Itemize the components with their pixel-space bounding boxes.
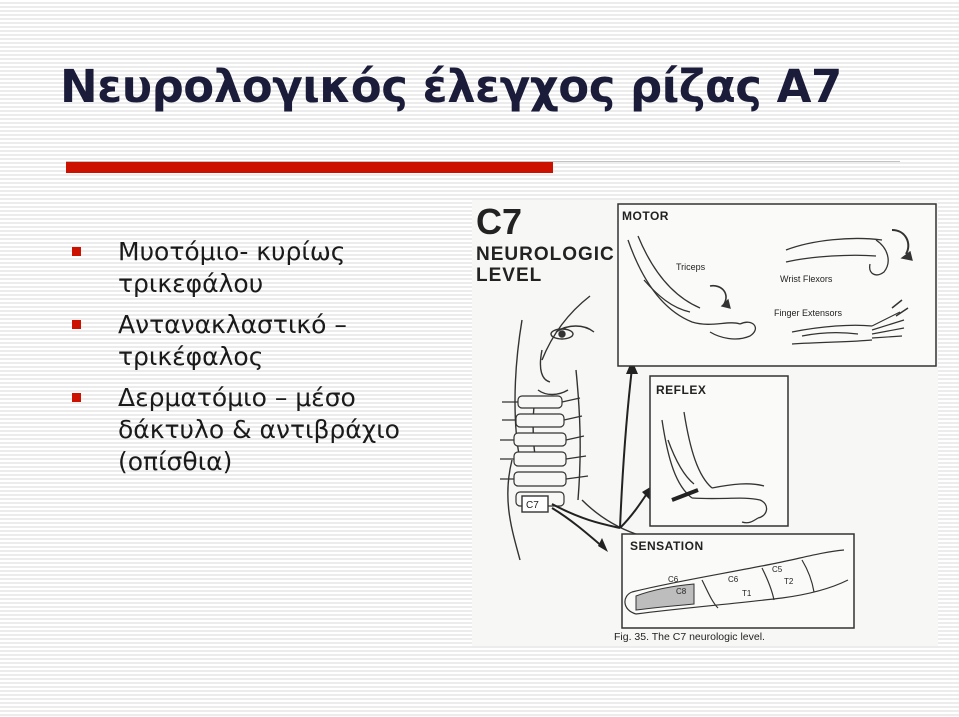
sensation-panel-label: SENSATION bbox=[630, 539, 704, 553]
motor-panel-label: MOTOR bbox=[622, 209, 669, 223]
bullet-text: Δερματόμιο – μέσο δάκτυλο & αντιβράχιο (οπίσθια) bbox=[118, 383, 400, 476]
bullet-item-reflex bbox=[72, 309, 452, 373]
bullet-list bbox=[72, 236, 452, 487]
triceps-label: Triceps bbox=[676, 262, 706, 272]
bullet-item-myotome bbox=[72, 236, 452, 300]
figure-caption: Fig. 35. The C7 neurologic level. bbox=[614, 631, 765, 643]
reflex-panel bbox=[650, 376, 788, 526]
dermatome-label: T2 bbox=[784, 577, 794, 586]
motor-panel bbox=[618, 204, 936, 366]
spine-level-label: C7 bbox=[526, 500, 539, 511]
bullet-square-icon bbox=[72, 320, 81, 329]
page-title: Νευρολογικός έλεγχος ρίζας Α7 bbox=[60, 60, 842, 113]
dermatome-label: T1 bbox=[742, 589, 752, 598]
wrist-flexors-label: Wrist Flexors bbox=[780, 274, 833, 284]
figure-heading-sub: NEUROLOGIC bbox=[476, 244, 615, 265]
c7-neurologic-level-figure bbox=[472, 200, 938, 646]
bullet-square-icon bbox=[72, 393, 81, 402]
figure-heading-sub: LEVEL bbox=[476, 265, 543, 286]
dermatome-label: C6 bbox=[728, 575, 739, 584]
bullet-text: Μυοτόμιο- κυρίως τρικεφάλου bbox=[118, 237, 346, 298]
cervical-spine-illustration bbox=[500, 396, 588, 506]
finger-extensors-label: Finger Extensors bbox=[774, 308, 843, 318]
bullet-text: Αντανακλαστικό – τρικέφαλος bbox=[118, 310, 347, 371]
bullet-square-icon bbox=[72, 247, 81, 256]
title-underline-accent bbox=[66, 162, 553, 173]
dermatome-label: C6 bbox=[668, 575, 679, 584]
reflex-panel-label: REFLEX bbox=[656, 383, 707, 397]
dermatome-label: C5 bbox=[772, 565, 783, 574]
bullet-item-dermatome bbox=[72, 382, 452, 478]
dermatome-label: C8 bbox=[676, 587, 687, 596]
figure-heading-level: C7 bbox=[476, 201, 523, 242]
figure-illustration bbox=[472, 200, 938, 646]
